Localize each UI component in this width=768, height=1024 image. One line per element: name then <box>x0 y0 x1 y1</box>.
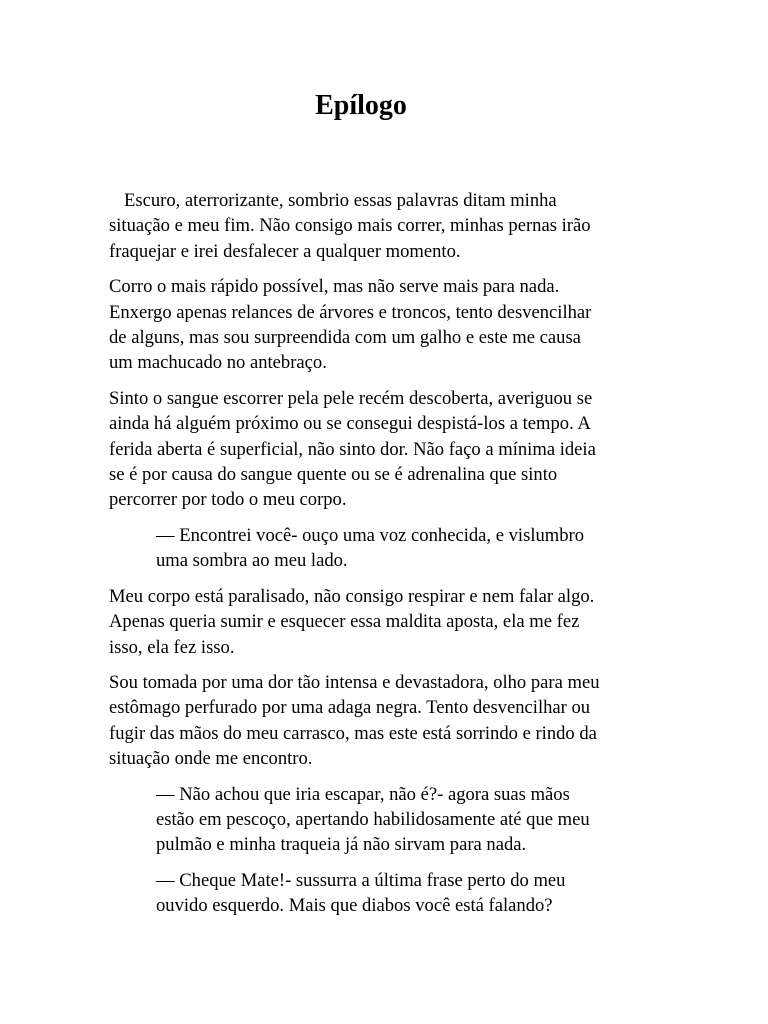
page-title: Epílogo <box>315 90 407 121</box>
text-line: Corro o mais rápido possível, mas não serve mais para nada. <box>109 276 560 298</box>
text-line: — Encontrei você- ouço uma voz conhecida, e vislumbro <box>156 524 585 546</box>
paragraph-1 <box>109 188 669 264</box>
text-line: estômago perfurado por uma adaga negra. Tento desvencilhar ou <box>109 697 591 719</box>
text-line: Enxergo apenas relances de árvores e troncos, tento desvencilhar <box>109 301 592 323</box>
text-line: fugir das mãos do meu carrasco, mas este está sorrindo e rindo da <box>109 722 597 744</box>
text-line: isso, ela fez isso. <box>109 636 235 658</box>
dialogue-3 <box>156 868 669 919</box>
text-line: percorrer por todo o meu corpo. <box>109 489 347 511</box>
paragraph-3 <box>109 386 669 513</box>
paragraph-2 <box>109 274 669 376</box>
text-line: ferida aberta é superficial, não sinto dor. Não faço a mínima ideia <box>109 438 596 460</box>
dialogue-1 <box>156 523 669 574</box>
text-line: Sinto o sangue escorrer pela pele recém descoberta, averiguou se <box>109 387 593 409</box>
text-line: ouvido esquerdo. Mais que diabos você está falando? <box>156 895 553 917</box>
text-line: fraquejar e irei desfalecer a qualquer momento. <box>109 240 461 262</box>
paragraph-4 <box>109 584 669 660</box>
text-line: situação e meu fim. Não consigo mais correr, minhas pernas irão <box>109 215 591 237</box>
text-line: — Cheque Mate!- sussurra a última frase perto do meu <box>156 869 566 891</box>
paragraph-5 <box>109 670 669 772</box>
text-line: pulmão e minha traqueia já não sirvam para nada. <box>156 834 527 856</box>
text-line: situação onde me encontro. <box>109 748 313 770</box>
text-line: Sou tomada por uma dor tão intensa e devastadora, olho para meu <box>109 671 600 693</box>
text-line: uma sombra ao meu lado. <box>156 550 348 572</box>
text-line: Apenas queria sumir e esquecer essa maldita aposta, ela me fez <box>109 611 580 633</box>
text-line: se é por causa do sangue quente ou se é adrenalina que sinto <box>109 464 558 486</box>
text-line: Meu corpo está paralisado, não consigo respirar e nem falar algo. <box>109 585 595 607</box>
text-line: um machucado no antebraço. <box>109 352 327 374</box>
text-line: de alguns, mas sou surpreendida com um galho e este me causa <box>109 327 581 349</box>
body-text <box>109 188 669 929</box>
text-line: ainda há alguém próximo ou se consegui despistá-los a tempo. A <box>109 413 591 435</box>
text-line: Escuro, aterrorizante, sombrio essas palavras ditam minha <box>124 190 557 211</box>
text-line: estão em pescoço, apertando habilidosamente até que meu <box>156 808 590 830</box>
dialogue-2 <box>156 782 669 858</box>
text-line: — Não achou que iria escapar, não é?- agora suas mãos <box>156 783 570 805</box>
